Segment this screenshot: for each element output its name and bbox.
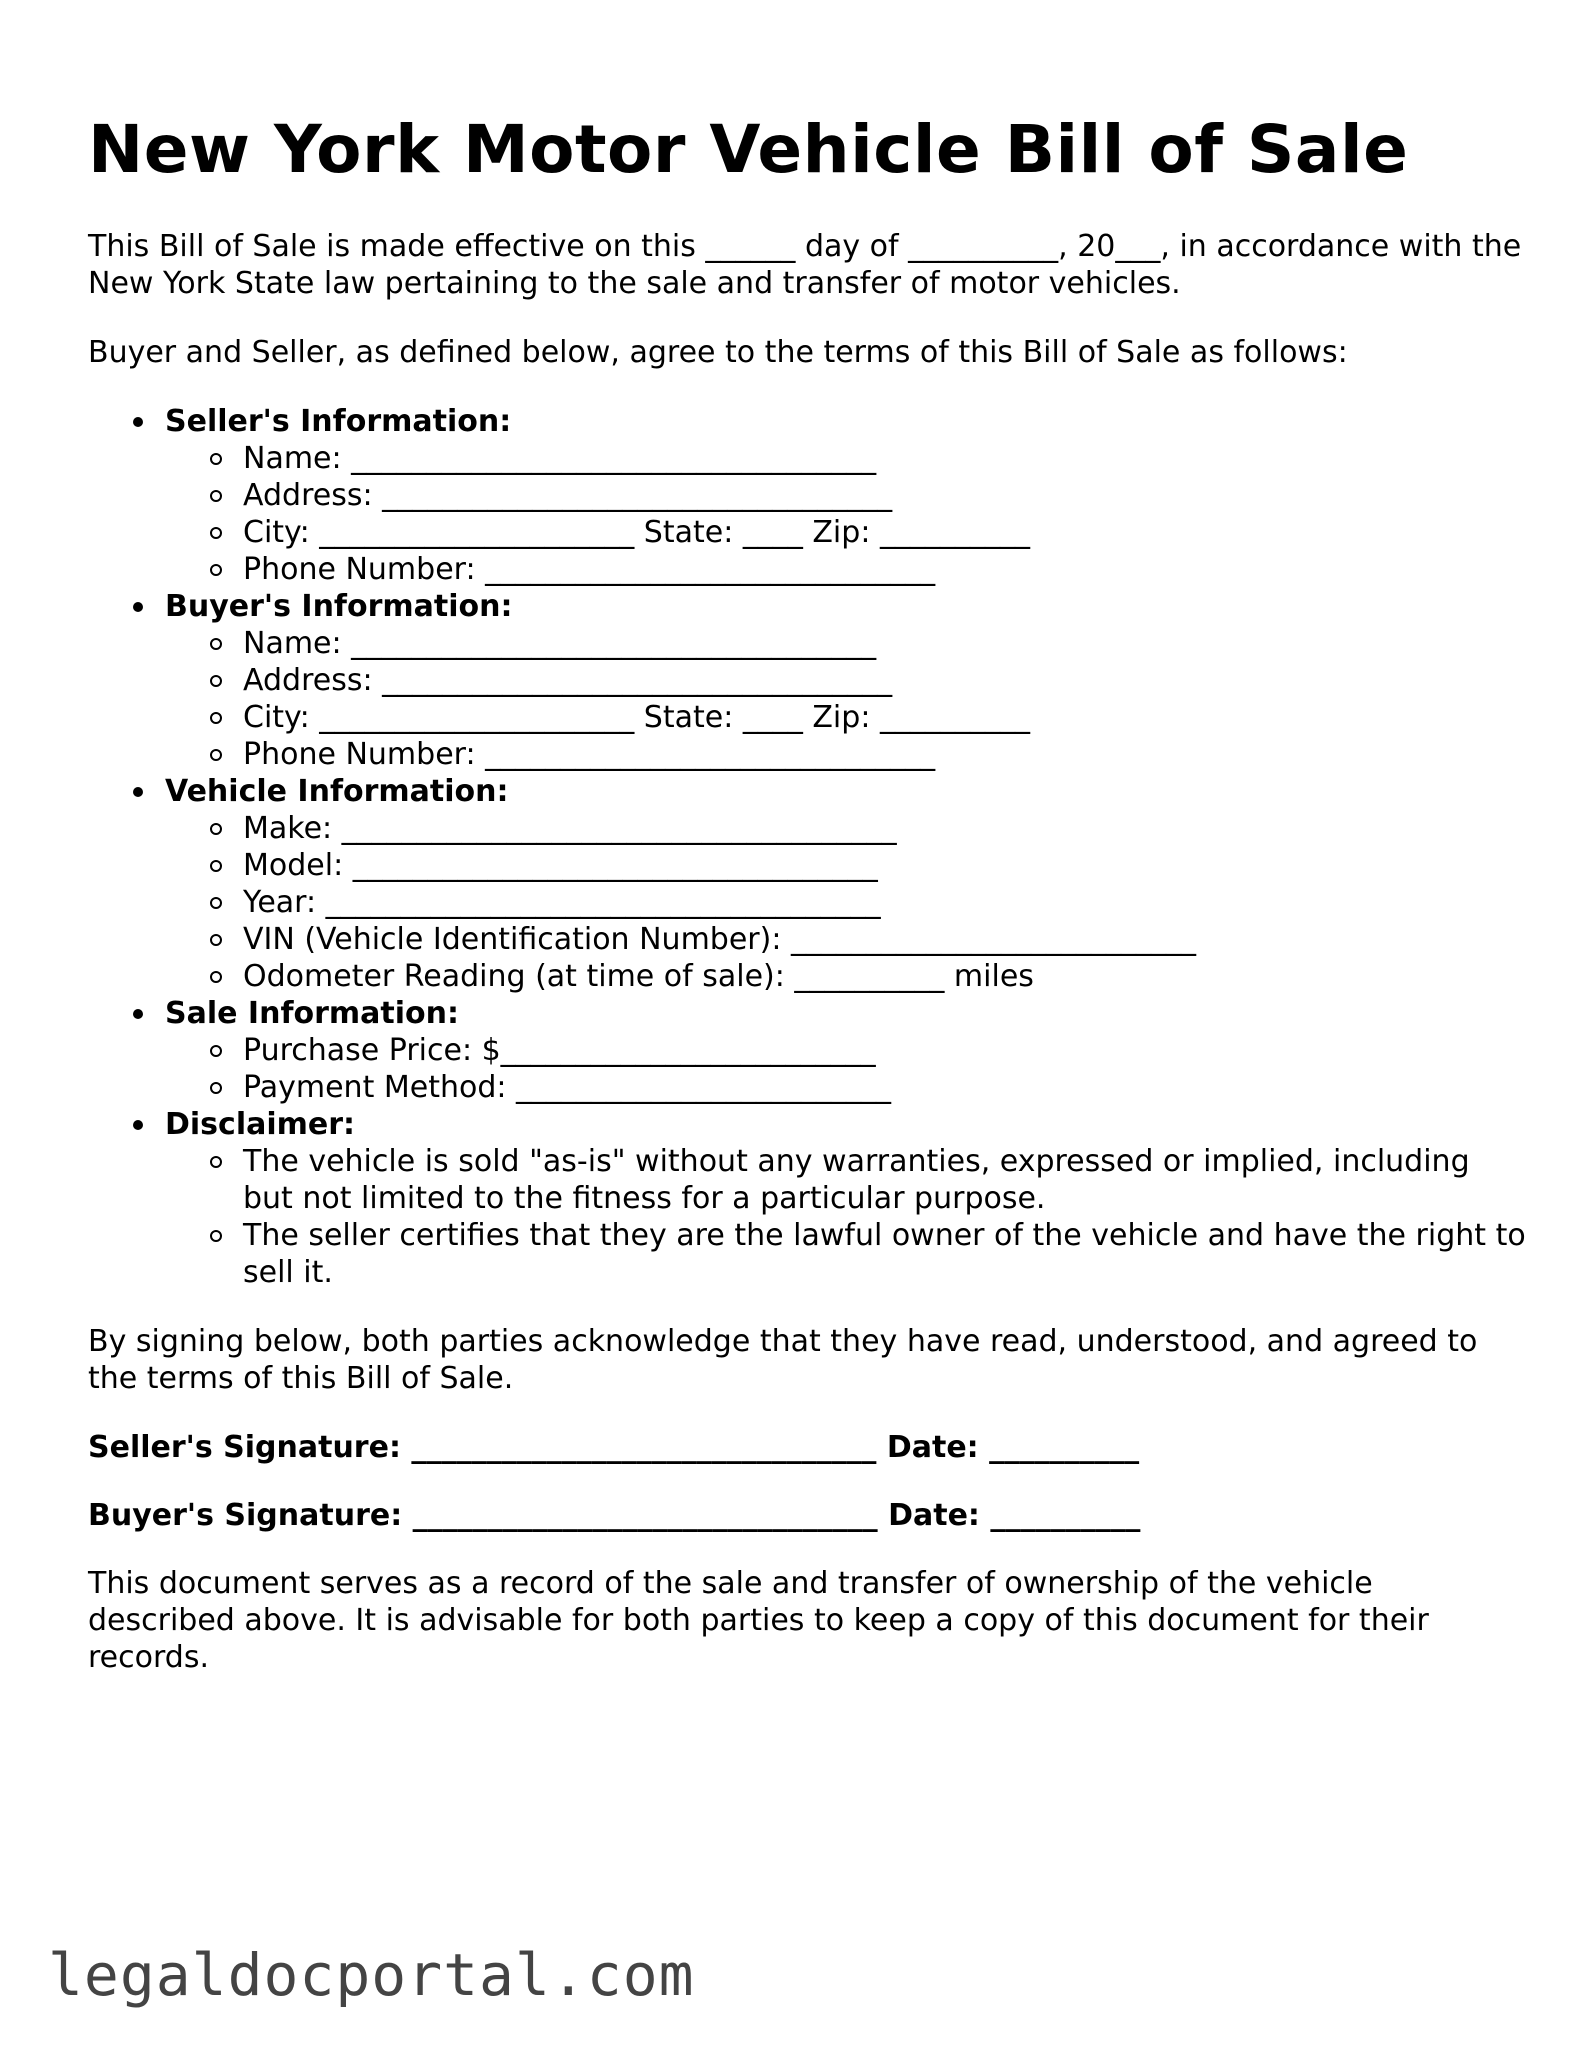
payment-method-field: Payment Method: _________________________	[165, 1069, 1528, 1106]
field-list	[165, 1032, 1528, 1106]
vehicle-odometer-field: Odometer Reading (at time of sale): __________ miles	[165, 958, 1528, 995]
vehicle-model-field: Model: ___________________________________	[165, 847, 1528, 884]
field-list	[165, 1143, 1528, 1291]
vehicle-year-field: Year: _____________________________________	[165, 884, 1528, 921]
seller-city-state-zip-field: City: _____________________ State: ____ Zip: __________	[165, 514, 1528, 551]
buyer-signature-line: Buyer's Signature: _______________________________ Date: __________	[88, 1498, 1141, 1533]
vehicle-vin-field: VIN (Vehicle Identification Number): ___________________________	[165, 921, 1528, 958]
sections-list	[88, 403, 1528, 1291]
section-vehicle-information	[88, 773, 1528, 995]
section-seller-information	[88, 403, 1528, 588]
section-heading: Vehicle Information:	[165, 774, 509, 809]
seller-name-field: Name: ___________________________________	[165, 440, 1528, 477]
watermark-logo: legaldocportal.com	[48, 1941, 695, 2009]
buyer-name-field: Name: ___________________________________	[165, 625, 1528, 662]
document-title: New York Motor Vehicle Bill of Sale	[88, 111, 1409, 188]
agreement-paragraph: Buyer and Seller, as defined below, agree to the terms of this Bill of Sale as follows:	[88, 335, 1348, 370]
section-heading: Sale Information:	[165, 996, 459, 1031]
closing-paragraph: This document serves as a record of the sale and transfer of ownership of the vehicle described above. It is advisable for both parties to keep a copy of this document for their records.	[88, 1566, 1429, 1675]
section-heading: Disclaimer:	[165, 1107, 356, 1142]
section-heading: Seller's Information:	[165, 404, 512, 439]
field-list	[165, 810, 1528, 995]
acknowledgement-paragraph: By signing below, both parties acknowledge that they have read, understood, and agreed to the terms of this Bill of Sale.	[88, 1324, 1478, 1396]
section-buyer-information	[88, 588, 1528, 773]
seller-address-field: Address: __________________________________	[165, 477, 1528, 514]
field-list	[165, 440, 1528, 588]
field-list	[165, 625, 1528, 773]
vehicle-make-field: Make: _____________________________________	[165, 810, 1528, 847]
document-page	[88, 108, 1528, 1708]
buyer-city-state-zip-field: City: _____________________ State: ____ Zip: __________	[165, 699, 1528, 736]
intro-paragraph: This Bill of Sale is made effective on this ______ day of __________, 20___, in accordance with the New York State law pertaining to the sale and transfer of motor vehicles.	[88, 229, 1522, 301]
seller-phone-field: Phone Number: ______________________________	[165, 551, 1528, 588]
purchase-price-field: Purchase Price: $_________________________	[165, 1032, 1528, 1069]
seller-signature-line: Seller's Signature: _______________________________ Date: __________	[88, 1430, 1140, 1465]
disclaimer-ownership: The seller certifies that they are the lawful owner of the vehicle and have the right to sell it.	[165, 1217, 1528, 1291]
section-disclaimer	[88, 1106, 1528, 1291]
buyer-phone-field: Phone Number: ______________________________	[165, 736, 1528, 773]
buyer-address-field: Address: __________________________________	[165, 662, 1528, 699]
section-sale-information	[88, 995, 1528, 1106]
section-heading: Buyer's Information:	[165, 589, 513, 624]
disclaimer-as-is: The vehicle is sold "as-is" without any warranties, expressed or implied, including but not limited to the fitness for a particular purpose.	[165, 1143, 1528, 1217]
